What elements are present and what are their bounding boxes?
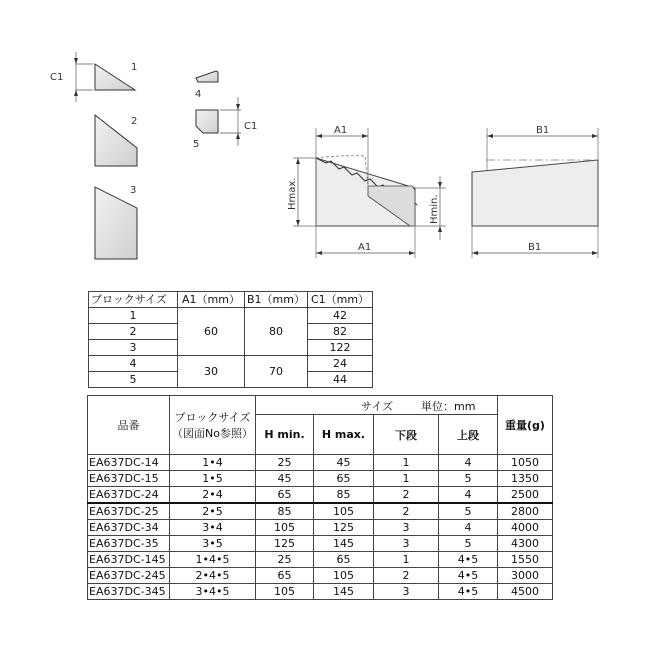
part-number-cell: EA637DC-35 [88, 536, 170, 552]
part-number-cell: EA637DC-25 [88, 503, 170, 520]
part-number-cell: EA637DC-145 [88, 552, 170, 568]
table-row [88, 536, 553, 552]
hmax-cell: 125 [314, 520, 374, 536]
hmax-cell: 65 [314, 552, 374, 568]
hmin-cell: 45 [256, 471, 314, 487]
upper-cell: 4 [439, 520, 498, 536]
block-2-drawing [95, 115, 137, 166]
technical-drawing [0, 0, 650, 290]
b1-cell: 80 [245, 308, 308, 356]
table-row [88, 584, 553, 600]
c1-label-left: C1 [50, 72, 64, 83]
c1-cell: 44 [308, 372, 373, 388]
c1-cell: 82 [308, 324, 373, 340]
block-size-cell: 1 [89, 308, 178, 324]
upper-cell: 4 [439, 487, 498, 504]
upper-cell: 5 [439, 536, 498, 552]
hmax-cell: 145 [314, 536, 374, 552]
hmax-cell: 65 [314, 471, 374, 487]
hmin-label: Hmin. [429, 194, 440, 224]
lower-cell: 1 [374, 471, 439, 487]
table-row [88, 487, 553, 504]
part-number-cell: EA637DC-24 [88, 487, 170, 504]
hmax-cell: 105 [314, 503, 374, 520]
b1-header: B1（mm） [245, 292, 308, 308]
hmax-cell: 45 [314, 455, 374, 471]
table-row [88, 568, 553, 584]
block-size-cell: 4 [89, 356, 178, 372]
table-row [89, 308, 373, 324]
c1-cell: 24 [308, 356, 373, 372]
weight-cell: 1550 [498, 552, 553, 568]
a1-cell: 30 [178, 356, 245, 388]
block-size-header [170, 396, 256, 455]
block-2-number: 2 [131, 116, 138, 127]
assembly-front-view [472, 125, 598, 258]
block-size-header: ブロックサイズ [89, 292, 178, 308]
block-5-drawing [193, 97, 257, 150]
block-table-header [89, 292, 373, 308]
blocks-cell: 3•4 [170, 520, 256, 536]
lower-cell: 2 [374, 568, 439, 584]
product-table [87, 395, 553, 600]
table-row [88, 503, 553, 520]
hmin-cell: 105 [256, 584, 314, 600]
b1-cell: 70 [245, 356, 308, 388]
lower-cell: 1 [374, 552, 439, 568]
block-size-header-line1: ブロックサイズ [174, 411, 251, 424]
blocks-cell: 3•4•5 [170, 584, 256, 600]
table-row [88, 520, 553, 536]
block-size-cell: 5 [89, 372, 178, 388]
table-row [88, 552, 553, 568]
block-3-number: 3 [130, 185, 137, 196]
hmin-cell: 105 [256, 520, 314, 536]
upper-header: 上段 [439, 415, 498, 455]
blocks-cell: 3•5 [170, 536, 256, 552]
blocks-cell: 1•4•5 [170, 552, 256, 568]
block-3-drawing [95, 185, 137, 259]
block-size-header-line2: （図面No参照） [172, 427, 253, 440]
upper-cell: 4•5 [439, 552, 498, 568]
weight-cell: 1350 [498, 471, 553, 487]
table-row [89, 356, 373, 372]
block-size-cell: 2 [89, 324, 178, 340]
block-size-cell: 3 [89, 340, 178, 356]
c1-cell: 42 [308, 308, 373, 324]
lower-cell: 3 [374, 536, 439, 552]
upper-cell: 4 [439, 455, 498, 471]
c1-cell: 122 [308, 340, 373, 356]
assembly-side-view [287, 125, 446, 258]
a1-cell: 60 [178, 308, 245, 356]
b1-label-top: B1 [536, 125, 550, 136]
weight-cell: 4500 [498, 584, 553, 600]
block-1-drawing [50, 52, 137, 102]
hmax-cell: 105 [314, 568, 374, 584]
part-number-cell: EA637DC-245 [88, 568, 170, 584]
c1-label-right: C1 [244, 121, 258, 132]
weight-cell: 4300 [498, 536, 553, 552]
lower-cell: 3 [374, 584, 439, 600]
part-no-header: 品番 [88, 396, 170, 455]
weight-header: 重量(g) [498, 396, 553, 455]
hmin-cell: 25 [256, 455, 314, 471]
lower-cell: 1 [374, 455, 439, 471]
hmin-cell: 125 [256, 536, 314, 552]
hmin-cell: 25 [256, 552, 314, 568]
product-table-header [88, 396, 553, 415]
c1-header: C1（mm） [308, 292, 373, 308]
block-4-number: 4 [195, 89, 202, 100]
block-5-number: 5 [193, 139, 200, 150]
lower-cell: 2 [374, 487, 439, 504]
hmax-header: H max. [314, 415, 374, 455]
weight-cell: 2500 [498, 487, 553, 504]
a1-label-top: A1 [334, 125, 348, 136]
lower-header: 下段 [374, 415, 439, 455]
part-number-cell: EA637DC-345 [88, 584, 170, 600]
weight-cell: 2800 [498, 503, 553, 520]
weight-cell: 1050 [498, 455, 553, 471]
block-4-drawing [195, 71, 218, 100]
hmax-cell: 145 [314, 584, 374, 600]
weight-cell: 3000 [498, 568, 553, 584]
weight-cell: 4000 [498, 520, 553, 536]
a1-label-bottom: A1 [358, 242, 372, 253]
blocks-cell: 1•5 [170, 471, 256, 487]
hmin-cell: 65 [256, 487, 314, 504]
part-number-cell: EA637DC-34 [88, 520, 170, 536]
size-header [256, 396, 498, 415]
hmax-label: Hmax. [287, 177, 298, 210]
hmin-cell: 65 [256, 568, 314, 584]
lower-cell: 2 [374, 503, 439, 520]
unit-label: 単位：mm [421, 400, 476, 413]
table-row [88, 471, 553, 487]
hmax-cell: 85 [314, 487, 374, 504]
block-size-table [88, 291, 373, 388]
lower-cell: 3 [374, 520, 439, 536]
part-number-cell: EA637DC-14 [88, 455, 170, 471]
upper-cell: 5 [439, 471, 498, 487]
blocks-cell: 2•5 [170, 503, 256, 520]
hmin-cell: 85 [256, 503, 314, 520]
b1-label-bottom: B1 [528, 242, 542, 253]
upper-cell: 4•5 [439, 568, 498, 584]
blocks-cell: 2•4•5 [170, 568, 256, 584]
a1-header: A1（mm） [178, 292, 245, 308]
size-label: サイズ [361, 400, 394, 413]
table-row [88, 455, 553, 471]
blocks-cell: 1•4 [170, 455, 256, 471]
blocks-cell: 2•4 [170, 487, 256, 504]
block-1-number: 1 [131, 62, 138, 73]
hmin-header: H min. [256, 415, 314, 455]
part-number-cell: EA637DC-15 [88, 471, 170, 487]
upper-cell: 4•5 [439, 584, 498, 600]
upper-cell: 5 [439, 503, 498, 520]
